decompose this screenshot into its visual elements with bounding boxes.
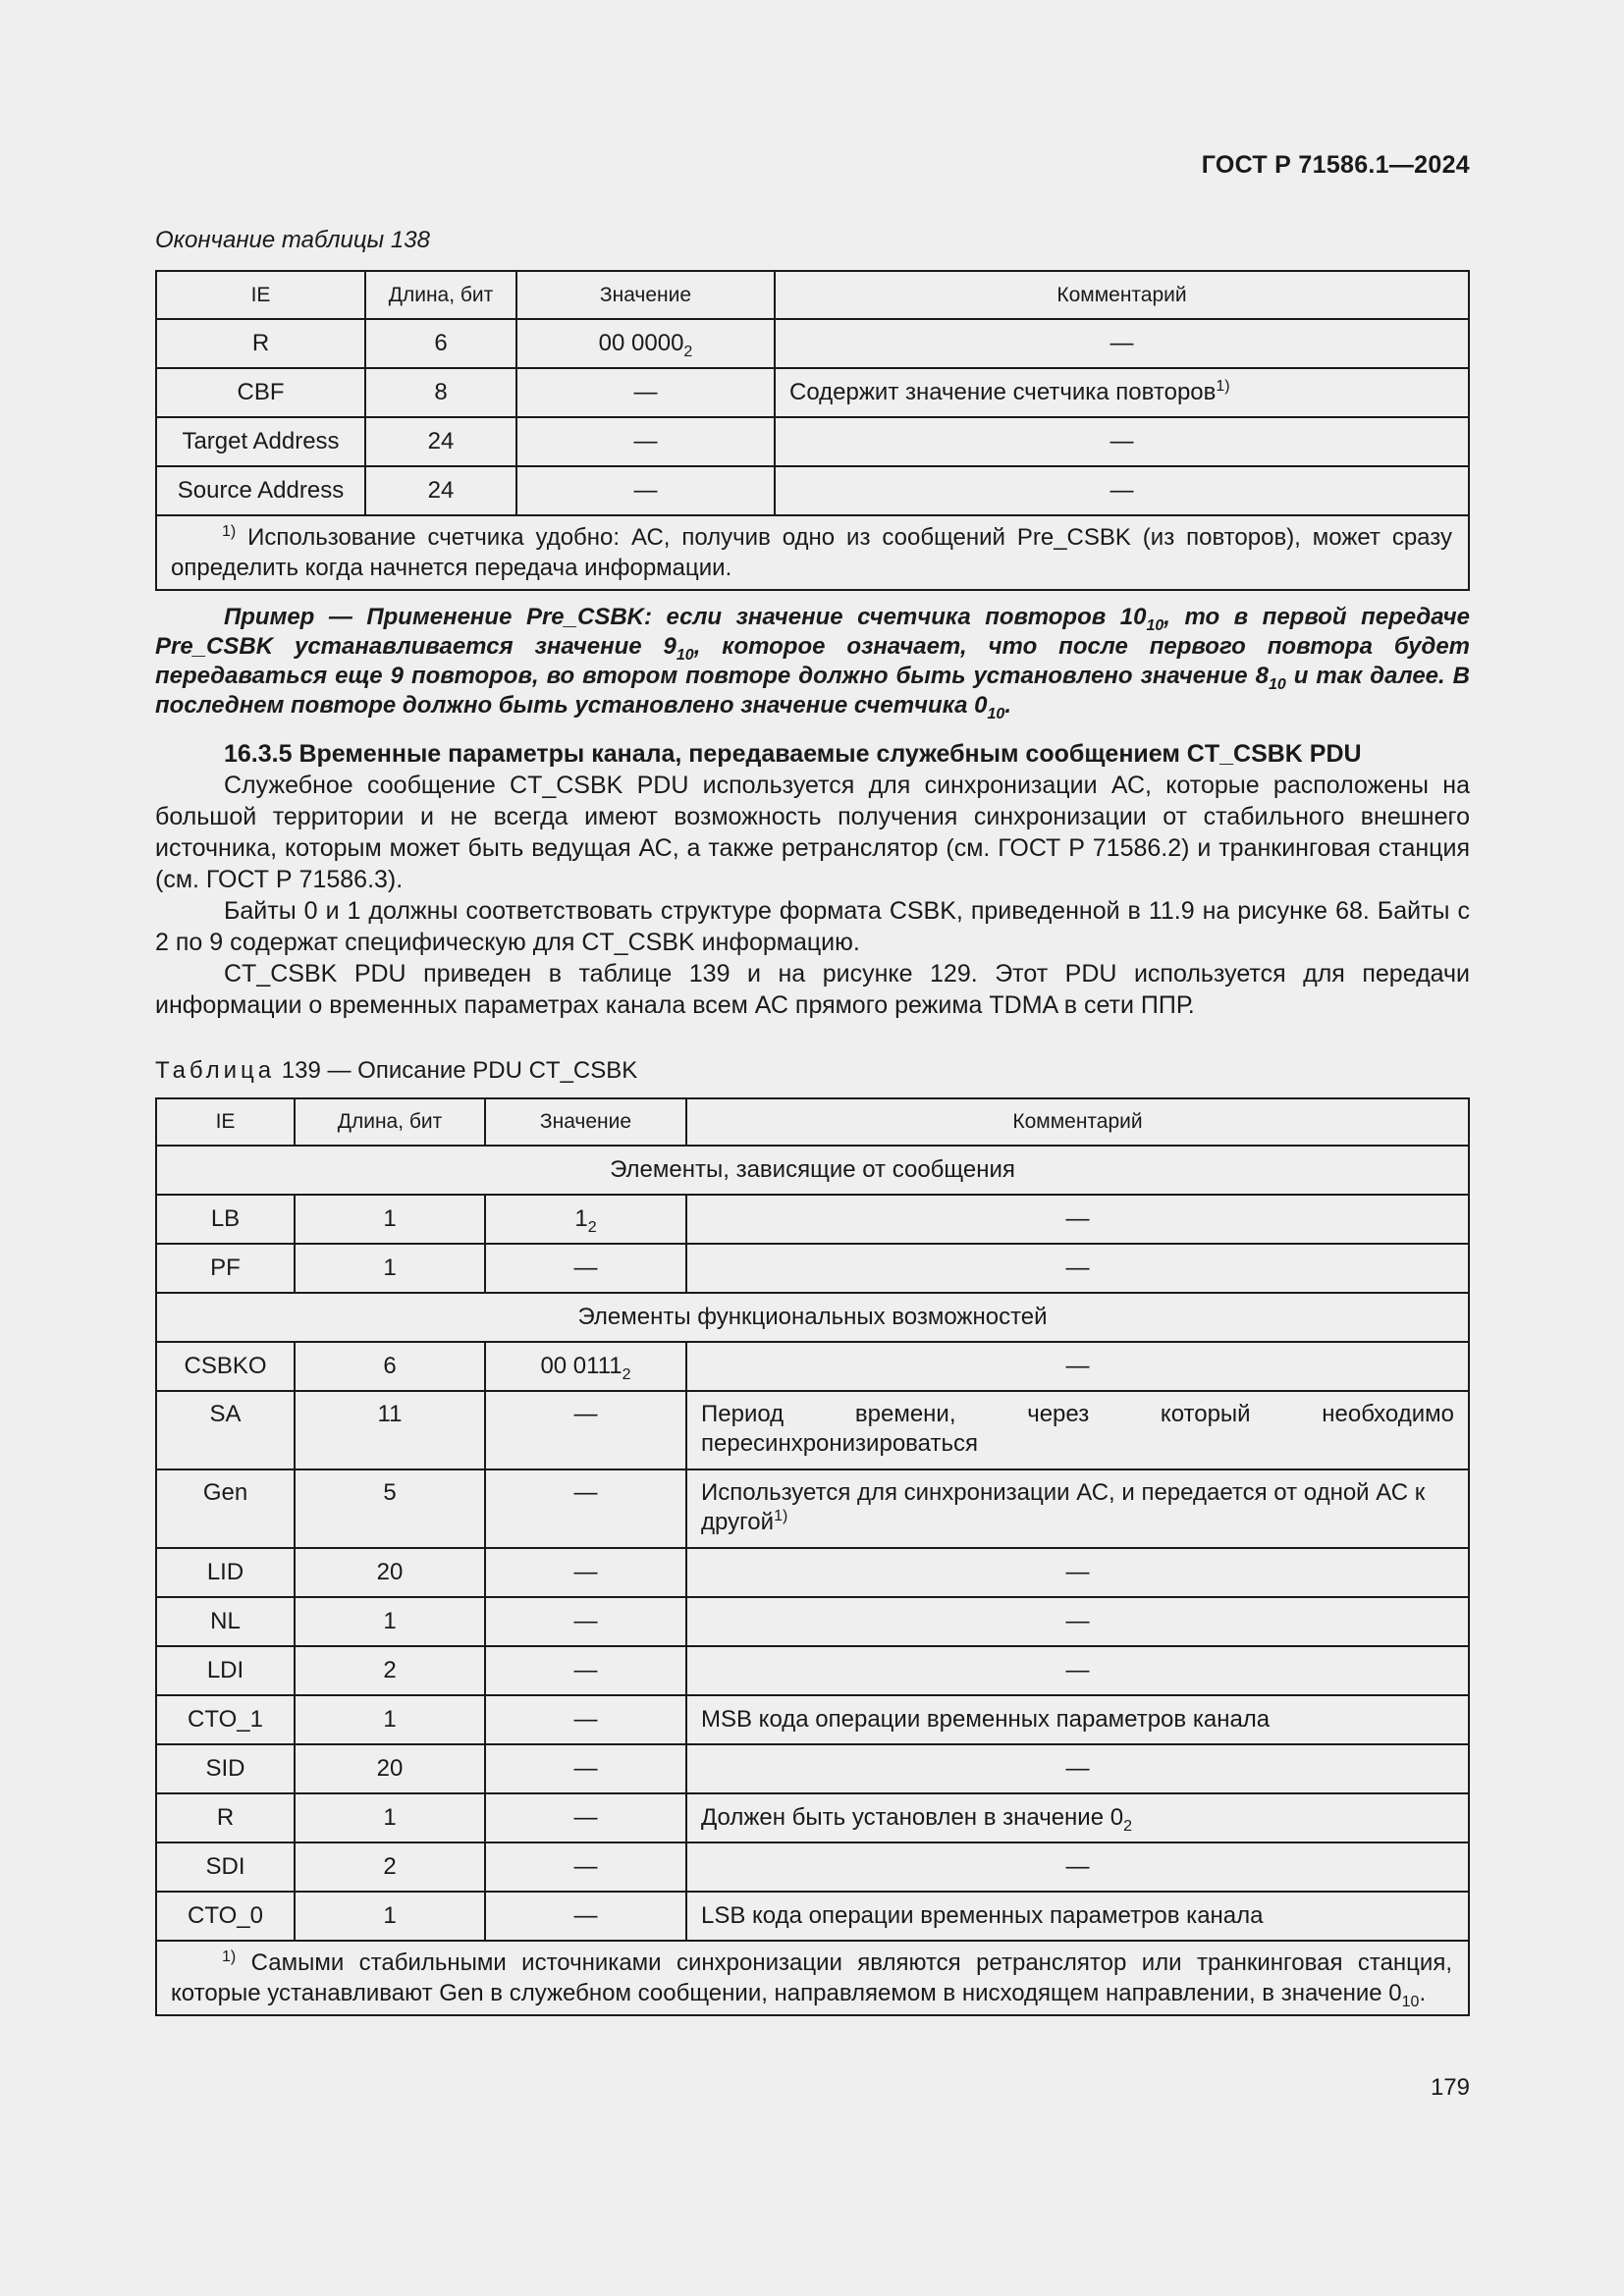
cell-ie: SA <box>156 1391 295 1469</box>
footnote-ref: 1) <box>1216 378 1230 395</box>
cell-ie: CSBKO <box>156 1342 295 1391</box>
page-number: 179 <box>1430 2074 1470 2101</box>
header-value: Значение <box>516 271 775 319</box>
cell-length: 1 <box>295 1597 485 1646</box>
section-label: Элементы, зависящие от сообщения <box>156 1146 1469 1195</box>
cell-value: — <box>516 368 775 417</box>
table-row <box>156 1793 1469 1842</box>
table-row <box>156 1548 1469 1597</box>
footnote-mark: 1) <box>222 1949 237 1965</box>
table139-caption <box>155 1057 637 1085</box>
table-row <box>156 1391 1469 1469</box>
cell-ie: Target Address <box>156 417 365 466</box>
cell-comment: — <box>775 417 1469 466</box>
cell-length: 8 <box>365 368 516 417</box>
footnote-ref: 1) <box>774 1508 788 1524</box>
cell-length: 1 <box>295 1892 485 1941</box>
cell-ie: CBF <box>156 368 365 417</box>
cell-value: — <box>485 1469 686 1548</box>
table138-caption: Окончание таблицы 138 <box>155 227 430 253</box>
table-row <box>156 1195 1469 1244</box>
cell-value: — <box>485 1548 686 1597</box>
comment-text: Содержит значение счетчика повторов <box>789 379 1217 405</box>
cell-ie: Source Address <box>156 466 365 515</box>
table-row <box>156 368 1469 417</box>
table-header-row <box>156 271 1469 319</box>
cell-value: — <box>516 417 775 466</box>
table-header-row <box>156 1098 1469 1146</box>
cell-length: 1 <box>295 1695 485 1744</box>
cell-value: — <box>485 1842 686 1892</box>
value-subscript: 2 <box>683 344 693 360</box>
cell-ie: SDI <box>156 1842 295 1892</box>
paragraph: Байты 0 и 1 должны соответствовать структуре формата CSBK, приведенной в 11.9 на рисунке 68. Байты с 2 по 9 содержат специфическую для CT_CSBK информацию. <box>155 897 1470 956</box>
standard-code: ГОСТ Р 71586.1—2024 <box>1201 151 1470 179</box>
value-main: 00 0000 <box>598 330 684 356</box>
header-length: Длина, бит <box>295 1098 485 1146</box>
table138-footnote <box>156 515 1469 590</box>
table-138 <box>155 270 1470 591</box>
caption-rest: 139 — Описание PDU CT_CSBK <box>281 1057 638 1084</box>
cell-comment: Должен быть установлен в значение $0_2$ <box>686 1793 1469 1842</box>
cell-ie: Gen <box>156 1469 295 1548</box>
cell-length: 1 <box>295 1244 485 1293</box>
cell-value <box>516 319 775 368</box>
cell-ie: SID <box>156 1744 295 1793</box>
section-row <box>156 1293 1469 1342</box>
cell-length: 20 <box>295 1548 485 1597</box>
table-row <box>156 1842 1469 1892</box>
table-139 <box>155 1097 1470 2016</box>
cell-value: $1_2$ <box>485 1195 686 1244</box>
table-row <box>156 1744 1469 1793</box>
cell-comment: — <box>686 1244 1469 1293</box>
cell-value: — <box>485 1695 686 1744</box>
cell-value: — <box>485 1744 686 1793</box>
cell-comment: Используется для синхронизации АС, и передается от одной АС к другой$^{1)}$ <box>686 1469 1469 1548</box>
cell-value: — <box>485 1244 686 1293</box>
header-comment: Комментарий <box>686 1098 1469 1146</box>
cell-comment <box>775 368 1469 417</box>
table-row <box>156 1469 1469 1548</box>
cell-length: 2 <box>295 1842 485 1892</box>
footnote-mark: 1) <box>222 523 237 540</box>
cell-comment: Период времени, через который необходимо пересинхронизироваться <box>686 1391 1469 1469</box>
cell-length: 20 <box>295 1744 485 1793</box>
cell-length: 24 <box>365 466 516 515</box>
cell-value: — <box>485 1892 686 1941</box>
table139-footnote: $^{1)}$ Самыми стабильными источниками синхронизации являются ретранслятор или транкинговая станция, которые устанавливают Gen в служебном сообщении, направляемом в нисходящем направлении, в значение $0_{10}$. <box>156 1941 1469 2015</box>
cell-ie: LB <box>156 1195 295 1244</box>
table-row <box>156 1244 1469 1293</box>
cell-ie: CTO_0 <box>156 1892 295 1941</box>
table-row <box>156 1892 1469 1941</box>
cell-value: — <box>485 1646 686 1695</box>
table-row <box>156 1695 1469 1744</box>
cell-length: 6 <box>295 1342 485 1391</box>
table-row <box>156 319 1469 368</box>
cell-ie: CTO_1 <box>156 1695 295 1744</box>
cell-comment: — <box>775 466 1469 515</box>
cell-length: 2 <box>295 1646 485 1695</box>
cell-comment: — <box>686 1597 1469 1646</box>
header-length: Длина, бит <box>365 271 516 319</box>
table-row <box>156 1597 1469 1646</box>
table-row <box>156 466 1469 515</box>
header-value: Значение <box>485 1098 686 1146</box>
cell-ie: R <box>156 319 365 368</box>
table-row <box>156 1646 1469 1695</box>
header-comment: Комментарий <box>775 271 1469 319</box>
cell-comment: LSB кода операции временных параметров канала <box>686 1892 1469 1941</box>
cell-comment: — <box>686 1548 1469 1597</box>
cell-length: 1 <box>295 1793 485 1842</box>
section-label: Элементы функциональных возможностей <box>156 1293 1469 1342</box>
cell-length: 11 <box>295 1391 485 1469</box>
header-ie: IE <box>156 271 365 319</box>
cell-length: 5 <box>295 1469 485 1548</box>
cell-length: 24 <box>365 417 516 466</box>
cell-ie: NL <box>156 1597 295 1646</box>
cell-comment: — <box>686 1744 1469 1793</box>
cell-length: 1 <box>295 1195 485 1244</box>
cell-length: 6 <box>365 319 516 368</box>
header-ie: IE <box>156 1098 295 1146</box>
cell-ie: LDI <box>156 1646 295 1695</box>
cell-ie: LID <box>156 1548 295 1597</box>
table-row <box>156 417 1469 466</box>
footnote-text: Использование счетчика удобно: АС, получив одно из сообщений Pre_CSBK (из повторов), может сразу определить когда начнется передача информации. <box>171 524 1452 581</box>
cell-value: — <box>516 466 775 515</box>
example-note: Пример — Применение Pre_CSBK: если значение счетчика повторов $10_{10}$, то в первой передаче Pre_CSBK устанавливается значение $9_{10}$, которое означает, что после первого повтора будет передаваться еще 9 повторов, во втором повторе должно быть установлено значение $8_{10}$ и так далее. В последнем повторе должно быть установлено значение счетчика $0_{10}$. <box>155 604 1471 722</box>
cell-comment: — <box>686 1842 1469 1892</box>
cell-ie: R <box>156 1793 295 1842</box>
cell-value: — <box>485 1391 686 1469</box>
cell-comment: — <box>686 1646 1469 1695</box>
cell-comment: — <box>775 319 1469 368</box>
cell-comment: — <box>686 1195 1469 1244</box>
cell-ie: PF <box>156 1244 295 1293</box>
section-row <box>156 1146 1469 1195</box>
cell-value: 00 $0111_2$ <box>485 1342 686 1391</box>
paragraph: Служебное сообщение CT_CSBK PDU используется для синхронизации АС, которые расположены на большой территории и не всегда имеют возможность получения синхронизации от стабильного внешнего источника, которым может быть ведущая АС, а также ретранслятор (см. ГОСТ Р 71586.2) и транкинговая станция (см. ГОСТ Р 71586.3). <box>155 772 1470 893</box>
section-heading: 16.3.5 Временные параметры канала, передаваемые служебным сообщением CT_CSBK PDU <box>224 740 1362 768</box>
section-body <box>155 738 1470 1021</box>
cell-value: — <box>485 1793 686 1842</box>
paragraph: CT_CSBK PDU приведен в таблице 139 и на рисунке 129. Этот PDU используется для передачи информации о временных параметрах канала всем АС прямого режима TDMA в сети ППР. <box>155 960 1470 1019</box>
table-row <box>156 1342 1469 1391</box>
footnote-row <box>156 515 1469 590</box>
cell-comment: MSB кода операции временных параметров канала <box>686 1695 1469 1744</box>
cell-comment: — <box>686 1342 1469 1391</box>
cell-value: — <box>485 1597 686 1646</box>
caption-word: Таблица <box>155 1057 276 1084</box>
footnote-row <box>156 1941 1469 2015</box>
